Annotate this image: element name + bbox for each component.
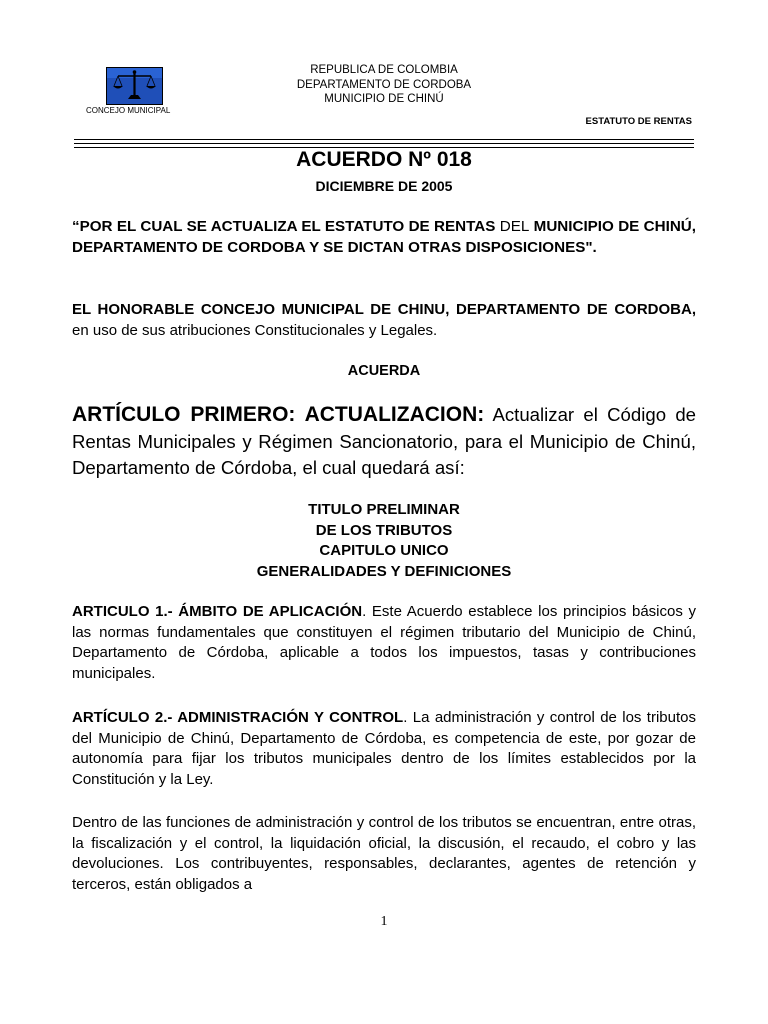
article-1-text: . Este Acuerdo establece los principios básicos y las normas fundamentales que constituyen el régimen tributario del Municipio de Chinú, Departamento de Córdoba, aplicable a todos los impuestos, tasas y contribuciones municipales. xyxy=(72,603,696,682)
article-2-heading: ARTÍCULO 2.- ADMINISTRACIÓN Y CONTROL xyxy=(72,709,404,726)
scales-of-justice-icon xyxy=(106,67,163,105)
purpose-rest: MUNICIPIO DE CHINÚ, DEPARTAMENTO DE CORDOBA Y SE DICTAN OTRAS DISPOSICIONES". xyxy=(72,218,696,256)
title-line: GENERALIDADES Y DEFINICIONES xyxy=(256,562,512,580)
acuerda-heading: ACUERDA xyxy=(347,363,421,379)
article-first xyxy=(72,402,696,482)
article-1-heading: ARTICULO 1.- ÁMBITO DE APLICACIÓN xyxy=(72,603,363,620)
agreement-purpose xyxy=(72,217,696,258)
logo-caption: CONCEJO MUNICIPAL xyxy=(86,106,171,115)
header-line-municipality: MUNICIPIO DE CHINÚ xyxy=(324,93,444,105)
preamble-text: en uso de sus atribuciones Constitucionales y Legales. xyxy=(72,321,438,339)
article-2 xyxy=(72,708,696,790)
purpose-normal: DEL xyxy=(495,218,530,235)
article-1 xyxy=(72,602,696,684)
page-number: 1 xyxy=(380,914,388,929)
document-title: ACUERDO Nº 018 xyxy=(296,148,472,171)
document-date: DICIEMBRE DE 2005 xyxy=(315,178,453,194)
title-line: DE LOS TRIBUTOS xyxy=(315,521,453,539)
header-line-country: REPUBLICA DE COLOMBIA xyxy=(310,64,458,76)
purpose-bold: “POR EL CUAL SE ACTUALIZA EL ESTATUTO DE RENTAS xyxy=(72,218,496,235)
article-2-continuation: Dentro de las funciones de administración y control de los tributos se encuentran, entre otras, la fiscalización y el control, la liquidación oficial, la discusión, el recaudo, el cobro y las devoluciones. Los contribuyentes, responsables, declarantes, agentes de retención y terceros, están obligados a xyxy=(72,814,696,893)
title-line: TITULO PRELIMINAR xyxy=(308,501,460,518)
article-first-heading: ARTÍCULO PRIMERO: ACTUALIZACION: xyxy=(72,403,485,426)
section-tag: ESTATUTO DE RENTAS xyxy=(585,116,692,127)
council-preamble xyxy=(72,300,696,341)
header-divider-line xyxy=(74,139,694,140)
article-2-text: . La administración y control de los tributos del Municipio de Chinú, Departamento de Córdoba, es competencia de este, por gozar de autonomía para fijar los tributos municipales dentro de los límites establecidos por la Constitución y la Ley. xyxy=(72,709,697,788)
title-block xyxy=(0,500,768,582)
document-header xyxy=(250,63,518,107)
title-line: CAPITULO UNICO xyxy=(319,542,449,560)
preamble-bold: EL HONORABLE CONCEJO MUNICIPAL DE CHINU, DEPARTAMENTO DE CORDOBA, xyxy=(72,301,696,318)
article-first-text: Actualizar el Código de Rentas Municipales y Régimen Sancionatorio, para el Municipio de Chinú, Departamento de Córdoba, el cual quedará así: xyxy=(72,404,697,478)
header-divider-line xyxy=(74,143,694,144)
header-line-department: DEPARTAMENTO DE CORDOBA xyxy=(296,78,472,91)
